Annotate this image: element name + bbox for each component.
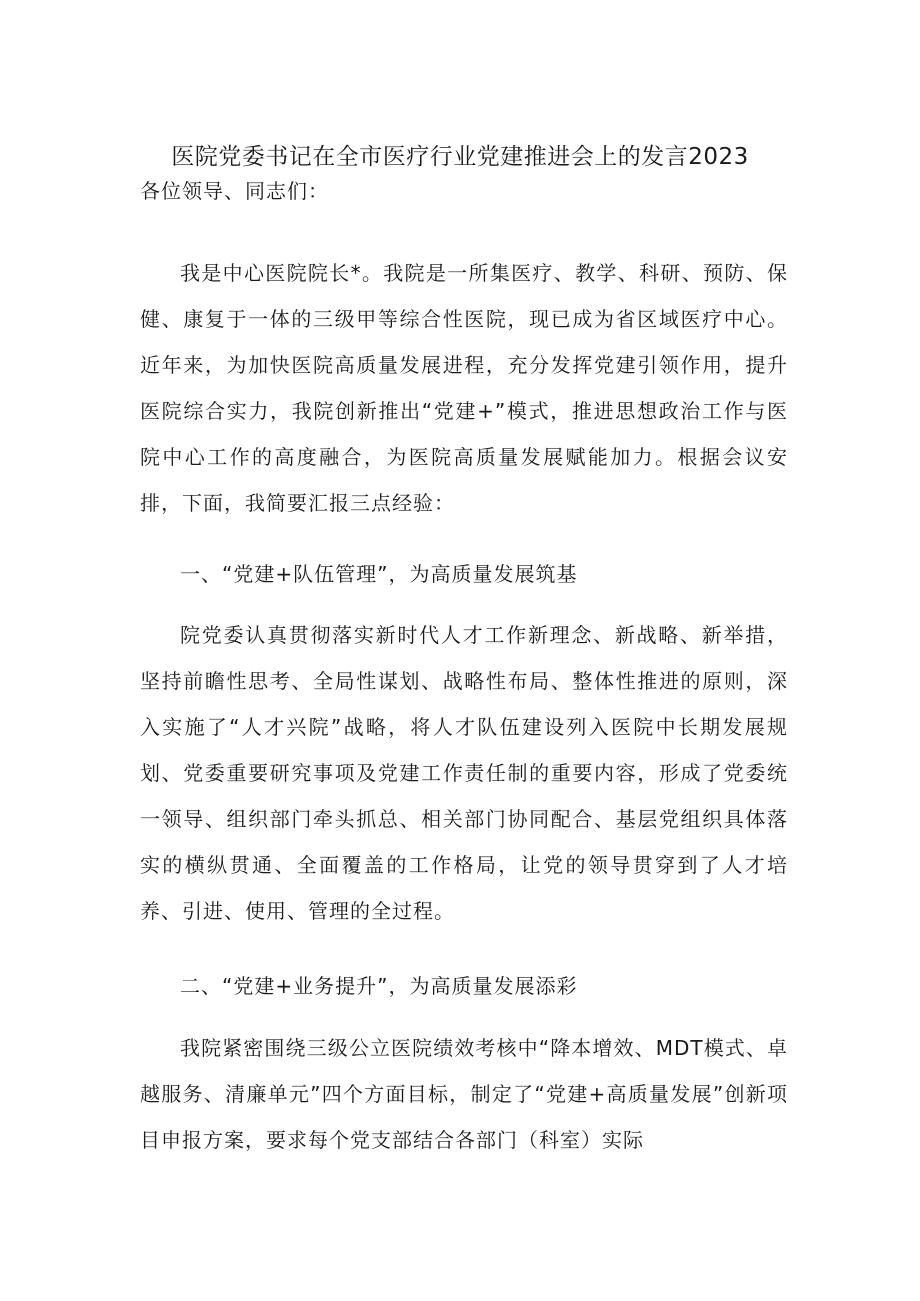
section-1-paragraph: 院党委认真贯彻落实新时代人才工作新理念、新战略、新举措，坚持前瞻性思考、全局性谋划、战略性布局、整体性推进的原则，深入实施了“人才兴院”战略，将人才队伍建设列入医院中长期发展规划、党委重要研究事项及党建工作责任制的重要内容，形成了党委统一领导、组织部门牵头抓总、相关部门协同配合、基层党组织具体落实的横纵贯通、全面覆盖的工作格局，让党的领导贯穿到了人才培养、引进、使用、管理的全过程。 bbox=[140, 623, 788, 923]
section-1-heading: 一、“党建+队伍管理”，为高质量发展筑基 bbox=[180, 562, 578, 586]
salutation: 各位领导、同志们： bbox=[140, 179, 329, 203]
section-2-heading: 二、“党建+业务提升”，为高质量发展添彩 bbox=[180, 974, 578, 998]
document-title: 医院党委书记在全市医疗行业党建推进会上的发言2023 bbox=[171, 144, 749, 170]
intro-paragraph: 我是中心医院院长*。我院是一所集医疗、教学、科研、预防、保健、康复于一体的三级甲等综合性医院，现已成为省区域医疗中心。近年来，为加快医院高质量发展进程，充分发挥党建引领作用，提升医院综合实力，我院创新推出“党建+”模式，推进思想政治工作与医院中心工作的高度融合，为医院高质量发展赋能加力。根据会议安排，下面，我简要汇报三点经验： bbox=[140, 261, 788, 515]
section-2-paragraph: 我院紧密围绕三级公立医院绩效考核中“降本增效、MDT模式、卓越服务、清廉单元”四个方面目标，制定了“党建+高质量发展”创新项目申报方案，要求每个党支部结合各部门（科室）实际 bbox=[140, 1036, 788, 1152]
